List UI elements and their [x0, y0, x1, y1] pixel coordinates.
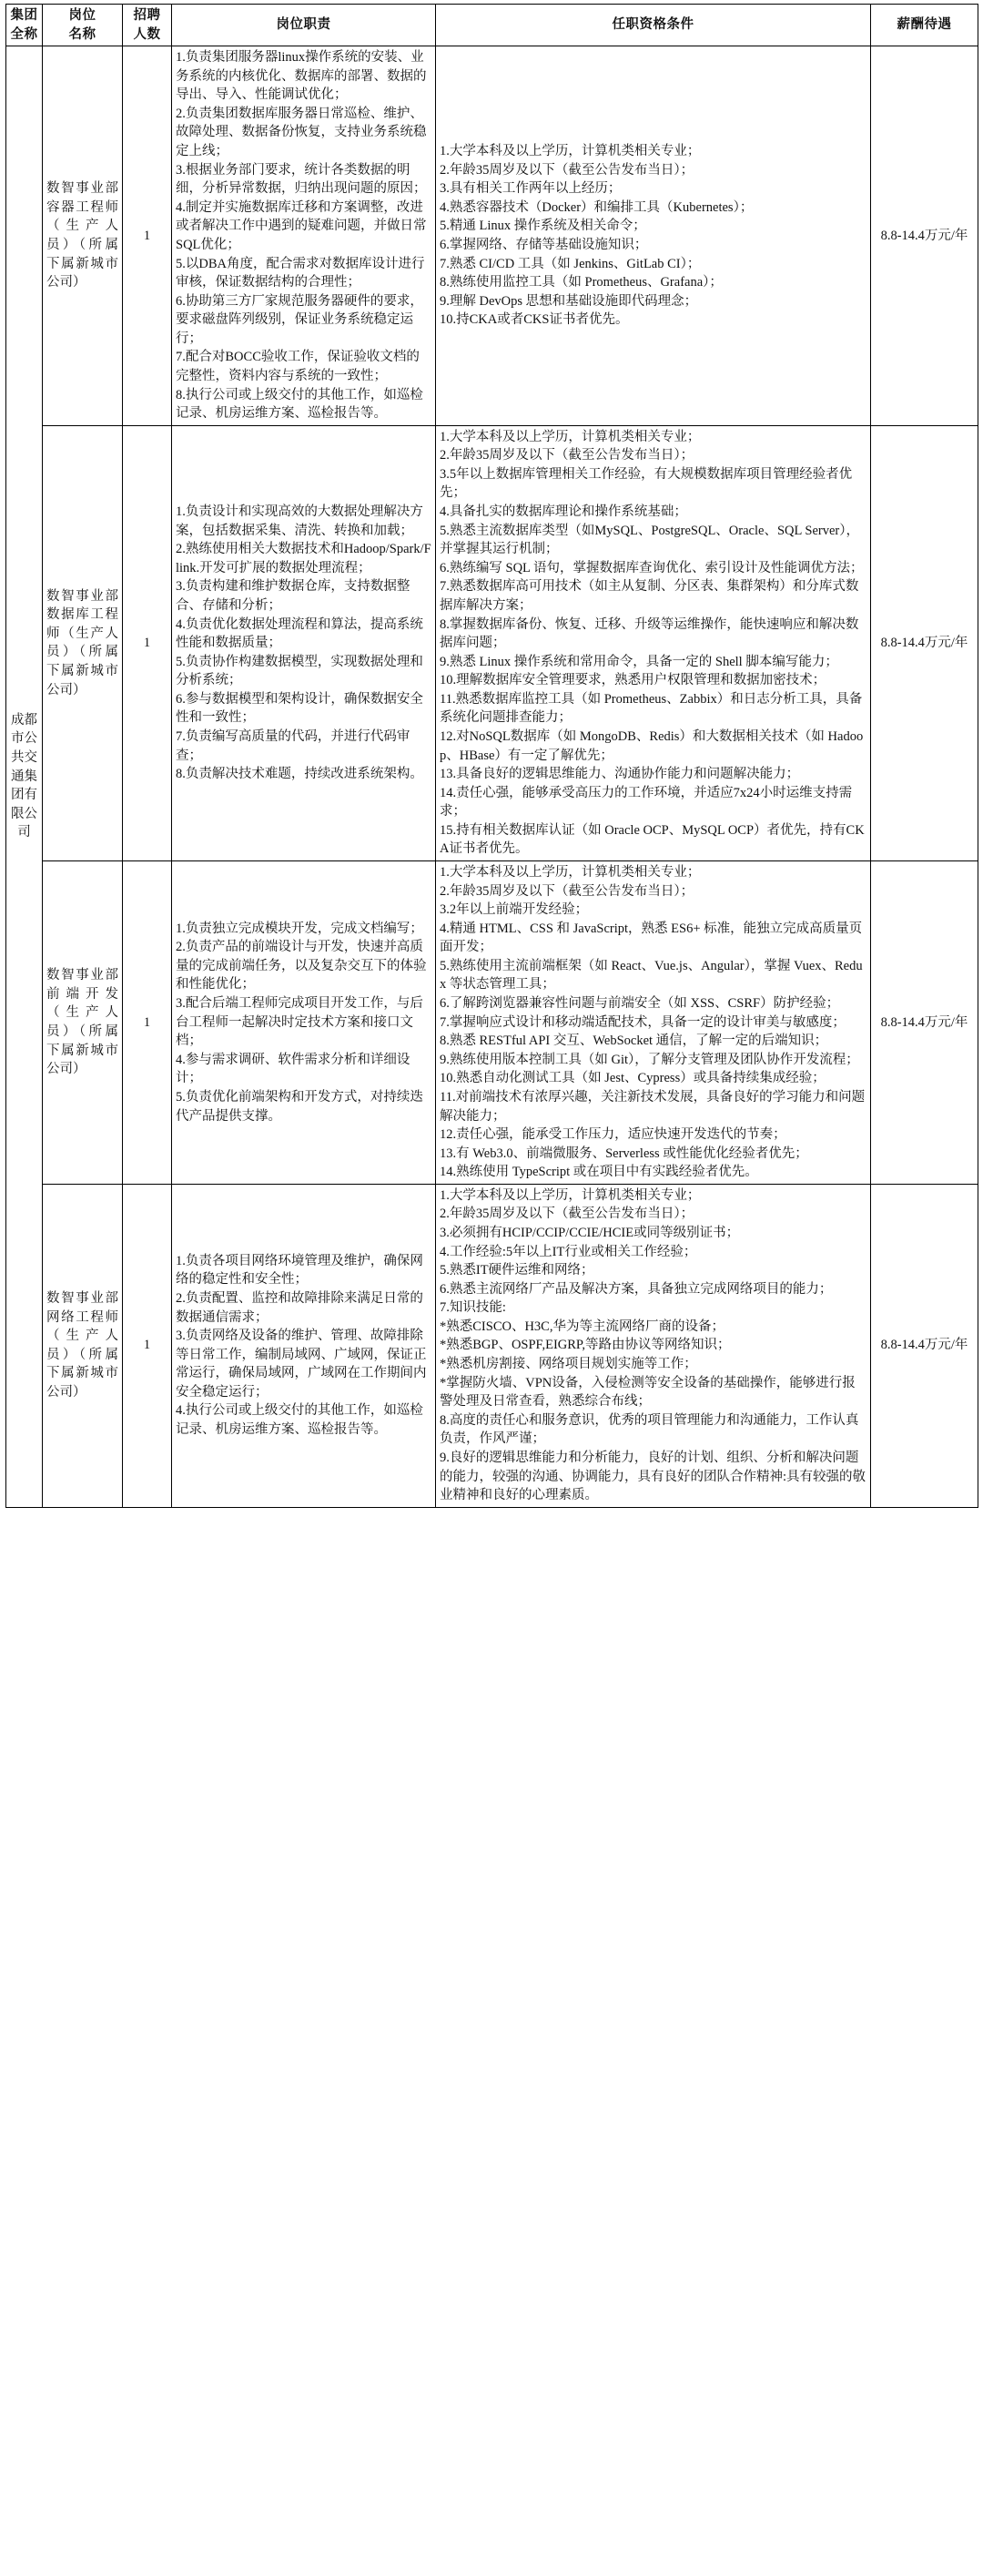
qualification-item: 3.具有相关工作两年以上经历；: [440, 181, 622, 197]
header-row: [6, 5, 978, 46]
qualification-item: 6.掌握网络、存储等基础设施知识；: [440, 237, 648, 252]
duty-item: 5.负责优化前端架构和开发方式，对持续迭代产品提供支撑。: [176, 1089, 423, 1124]
header-count: [123, 5, 172, 46]
salary-cell: 8.8-14.4万元/年: [871, 1184, 978, 1507]
qualification-item: 11.熟悉数据库监控工具（如 Prometheus、Zabbix）和日志分析工具，具备系统化问题排查能力；: [440, 691, 863, 726]
table-row: [6, 425, 978, 860]
headcount-cell: 1: [123, 425, 172, 860]
qualification-item: 7.熟悉 CI/CD 工具（如 Jenkins、GitLab CI）；: [440, 256, 701, 271]
qualification-item: 9.熟练使用版本控制工具（如 Git），了解分支管理及团队协作开发流程；: [440, 1052, 859, 1067]
qualification-item: 4.精通 HTML、CSS 和 JavaScript，熟悉 ES6+ 标准，能独立完成高质量页面开发；: [440, 921, 863, 955]
qualification-item: 4.工作经验:5年以上IT行业或相关工作经验；: [440, 1244, 697, 1259]
header-count-line1: 招聘: [133, 8, 161, 23]
duty-item: 3.负责网络及设备的维护、管理、故障排除等日常工作，编制局域网、广域网，保证正常运行，确保局域网，广域网在工作期间内安全稳定运行；: [176, 1329, 427, 1400]
duty-item: 2.负责产品的前端设计与开发，快速并高质量的完成前端任务，以及复杂交互下的体验和性能优化；: [176, 940, 427, 993]
duty-item: 8.负责解决技术难题，持续改进系统架构。: [176, 767, 423, 782]
duty-item: 7.负责编写高质量的代码，并进行代码审查；: [176, 728, 410, 763]
header-count-line2: 人数: [133, 26, 161, 42]
qualification-item: 8.熟悉 RESTful API 交互、WebSocket 通信，了解一定的后端知识；: [440, 1033, 828, 1049]
qualification-item: 12.对NoSQL数据库（如 MongoDB、Redis）和大数据相关技术（如 Hadoop、HBase）有一定了解优先；: [440, 728, 864, 763]
qualification-item: 8.掌握数据库备份、恢复、迁移、升级等运维操作，能快速响应和解决数据库问题；: [440, 616, 859, 651]
duty-item: 3.配合后端工程师完成项目开发工作，与后台工程师一起解决时定技术方案和接口文档；: [176, 996, 423, 1049]
header-title-line2: 名称: [68, 26, 96, 42]
duty-item: 1.负责独立完成模块开发，完成文档编写；: [176, 921, 423, 936]
qualification-item: 6.熟练编写 SQL 语句，掌握数据库查询优化、索引设计及性能调优方法；: [440, 560, 864, 575]
qualification-item: 4.熟悉容器技术（Docker）和编排工具（Kubernetes）；: [440, 199, 754, 215]
header-qual: 任职资格条件: [436, 5, 871, 46]
header-salary: 薪酬待遇: [871, 5, 978, 46]
qualification-item: 7.知识技能:: [440, 1300, 506, 1316]
job-title-cell: 数智事业部网络工程师（生产人员）（所属下属新城市公司）: [43, 1184, 123, 1507]
headcount-cell: 1: [123, 46, 172, 426]
table-row: [6, 1184, 978, 1507]
headcount-cell: 1: [123, 1184, 172, 1507]
qualification-item: 11.对前端技术有浓厚兴趣，关注新技术发展，具备良好的学习能力和问题解决能力；: [440, 1089, 866, 1124]
qualification-item: 2.年龄35周岁及以下（截至公告发布当日）；: [440, 883, 694, 899]
qualification-item: 14.责任心强，能够承受高压力的工作环境，并适应7x24小时运维支持需求；: [440, 785, 853, 820]
qualifications-cell: [436, 861, 871, 1185]
qualification-item: 13.有 Web3.0、前端微服务、Serverless 或性能优化经验者优先；: [440, 1145, 808, 1161]
duty-item: 4.执行公司或上级交付的其他工作，如巡检记录、机房运维方案、巡检报告等。: [176, 1403, 423, 1438]
qualification-item: 12.责任心强，能承受工作压力，适应快速开发迭代的节奏；: [440, 1127, 786, 1143]
duty-item: 8.执行公司或上级交付的其他工作，如巡检记录、机房运维方案、巡检报告等。: [176, 387, 423, 422]
duty-item: 1.负责各项目网络环境管理及维护，确保网络的稳定性和安全性；: [176, 1253, 423, 1288]
qualification-item: 10.熟悉自动化测试工具（如 Jest、Cypress）或具备持续集成经验；: [440, 1071, 826, 1086]
salary-cell: 8.8-14.4万元/年: [871, 861, 978, 1185]
qualification-item: 5.熟悉主流数据库类型（如MySQL、PostgreSQL、Oracle、SQL Server），并掌握其运行机制；: [440, 523, 860, 557]
qualification-item: 5.熟悉IT硬件运维和网络；: [440, 1263, 594, 1278]
header-company-line1: 集团: [10, 8, 38, 23]
duty-item: 7.配合对BOCC验收工作，保证验收文档的完整性，资料内容与系统的一致性；: [176, 350, 420, 383]
table-row: [6, 861, 978, 1185]
qualification-item: 10.理解数据库安全管理要求，熟悉用户权限管理和数据加密技术；: [440, 673, 826, 688]
qualifications-cell: [436, 425, 871, 860]
qualification-item: 15.持有相关数据库认证（如 Oracle OCP、MySQL OCP）者优先，持有CKA证书者优先。: [440, 822, 865, 857]
qualification-item: 1.大学本科及以上学历，计算机类相关专业；: [440, 429, 701, 444]
qualification-item: 10.持CKA或者CKS证书者优先。: [440, 312, 629, 328]
duty-item: 4.参与需求调研、软件需求分析和详细设计；: [176, 1052, 410, 1086]
job-duties-cell: [172, 425, 436, 860]
job-duties-cell: [172, 861, 436, 1185]
duty-item: 6.参与数据模型和架构设计，确保数据安全性和一致性；: [176, 691, 423, 726]
header-title-line1: 岗位: [68, 8, 96, 23]
duty-item: 5.以DBA角度，配合需求对数据库设计进行审核，保证数据结构的合理性；: [176, 256, 425, 290]
qualification-item: 8.熟练使用监控工具（如 Prometheus、Grafana）；: [440, 275, 723, 290]
qualifications-cell: [436, 46, 871, 426]
duty-item: 2.熟练使用相关大数据技术和Hadoop/Spark/Flink.开发可扩展的数据处理流程；: [176, 542, 431, 575]
qualification-item: 9.良好的逻辑思维能力和分析能力，良好的计划、组织、分析和解决问题的能力，较强的沟通、协调能力，具有良好的团队合作精神:具有较强的敬业精神和良好的心理素质。: [440, 1450, 866, 1503]
duty-item: 4.制定并实施数据库迁移和方案调整，改进或者解决工作中遇到的疑难问题，并做日常SQL优化；: [176, 199, 427, 252]
qualification-item: *掌握防火墙、VPN设备，入侵检测等安全设备的基础操作，能够进行报警处理及日常查看，熟悉综合布线；: [440, 1375, 856, 1410]
salary-cell: 8.8-14.4万元/年: [871, 46, 978, 426]
qualification-item: 14.熟练使用 TypeScript 或在项目中有实践经验者优先。: [440, 1165, 758, 1180]
qualification-item: 8.高度的责任心和服务意识，优秀的项目管理能力和沟通能力，工作认真负责，作风严谨；: [440, 1412, 859, 1447]
qualification-item: 7.熟悉数据库高可用技术（如主从复制、分区表、集群架构）和分库式数据库解决方案；: [440, 579, 859, 613]
qualification-item: 3.2年以上前端开发经验；: [440, 902, 589, 918]
qualification-item: 9.熟悉 Linux 操作系统和常用命令，具备一定的 Shell 脚本编写能力；: [440, 654, 838, 669]
recruitment-table: [5, 4, 978, 1508]
header-company: [6, 5, 43, 46]
table-row: [6, 46, 978, 426]
qualification-item: 9.理解 DevOps 思想和基础设施即代码理念；: [440, 293, 698, 309]
qualification-item: 5.精通 Linux 操作系统及相关命令；: [440, 219, 646, 234]
qualification-item: 1.大学本科及以上学历，计算机类相关专业；: [440, 144, 701, 159]
duty-item: 4.负责优化数据处理流程和算法，提高系统性能和数据质量；: [176, 616, 423, 651]
qualification-item: 2.年龄35周岁及以下（截至公告发布当日）；: [440, 1207, 694, 1222]
duty-item: 1.负责集团服务器linux操作系统的安装、业务系统的内核优化、数据库的部署、数据的导出、导入、性能调试优化；: [176, 50, 427, 103]
qualification-item: *熟悉CISCO、H3C,华为等主流网络厂商的设备；: [440, 1319, 725, 1334]
job-title-cell: 数智事业部前端开发（生产人员）（所属下属新城市公司）: [43, 861, 123, 1185]
qualification-item: *熟悉BGP、OSPF,EIGRP,等路由协议等网络知识；: [440, 1338, 731, 1353]
header-duty: 岗位职责: [172, 5, 436, 46]
duty-item: 5.负责协作构建数据模型，实现数据处理和分析系统；: [176, 654, 423, 688]
duty-item: 2.负责配置、监控和故障排除来满足日常的数据通信需求；: [176, 1291, 423, 1325]
qualification-item: 5.熟练使用主流前端框架（如 React、Vue.js、Angular），掌握 Vuex、Redux 等状态管理工具；: [440, 958, 863, 993]
table-header: [6, 5, 978, 46]
qualification-item: 1.大学本科及以上学历，计算机类相关专业；: [440, 1187, 701, 1203]
qualification-item: 2.年龄35周岁及以下（截至公告发布当日）；: [440, 448, 694, 463]
duty-item: 1.负责设计和实现高效的大数据处理解决方案，包括数据采集、清洗、转换和加载；: [176, 504, 423, 538]
qualification-item: 2.年龄35周岁及以下（截至公告发布当日）；: [440, 162, 694, 178]
qualification-item: 13.具备良好的逻辑思维能力、沟通协作能力和问题解决能力；: [440, 767, 800, 782]
salary-cell: 8.8-14.4万元/年: [871, 425, 978, 860]
headcount-cell: 1: [123, 861, 172, 1185]
company-name-cell: 成都市公共交通集团有限公司: [6, 46, 43, 1508]
table-body: [6, 46, 978, 1508]
qualification-item: 3.5年以上数据库管理相关工作经验，有大规模数据库项目管理经验者优先；: [440, 466, 853, 501]
duty-item: 2.负责集团数据库服务器日常巡检、维护、故障处理、数据备份恢复，支持业务系统稳定上线；: [176, 106, 427, 159]
header-title: [43, 5, 123, 46]
qualification-item: 7.掌握响应式设计和移动端适配技术，具备一定的设计审美与敏感度；: [440, 1014, 846, 1030]
job-title-cell: 数智事业部容器工程师（生产人员）（所属下属新城市公司）: [43, 46, 123, 426]
job-title-cell: 数智事业部数据库工程师（生产人员）（所属下属新城市公司）: [43, 425, 123, 860]
qualification-item: 1.大学本科及以上学历，计算机类相关专业；: [440, 865, 701, 881]
qualification-item: *熟悉机房割接、网络项目规划实施等工作；: [440, 1357, 697, 1372]
header-company-line2: 全称: [10, 26, 38, 42]
qualification-item: 6.熟悉主流网络厂产品及解决方案，具备独立完成网络项目的能力；: [440, 1281, 833, 1297]
qualifications-cell: [436, 1184, 871, 1507]
qualification-item: 6.了解跨浏览器兼容性问题与前端安全（如 XSS、CSRF）防护经验；: [440, 996, 840, 1012]
duty-item: 6.协助第三方厂家规范服务器硬件的要求，要求磁盘阵列级别，保证业务系统稳定运行；: [176, 293, 423, 346]
job-duties-cell: [172, 1184, 436, 1507]
job-duties-cell: [172, 46, 436, 426]
qualification-item: 3.必须拥有HCIP/CCIP/CCIE/HCIE或同等级别证书；: [440, 1226, 740, 1240]
qualification-item: 4.具备扎实的数据库理论和操作系统基础；: [440, 504, 687, 520]
duty-item: 3.负责构建和维护数据仓库，支持数据整合、存储和分析；: [176, 579, 410, 613]
duty-item: 3.根据业务部门要求，统计各类数据的明细，分析异常数据，归纳出现问题的原因；: [176, 162, 427, 197]
